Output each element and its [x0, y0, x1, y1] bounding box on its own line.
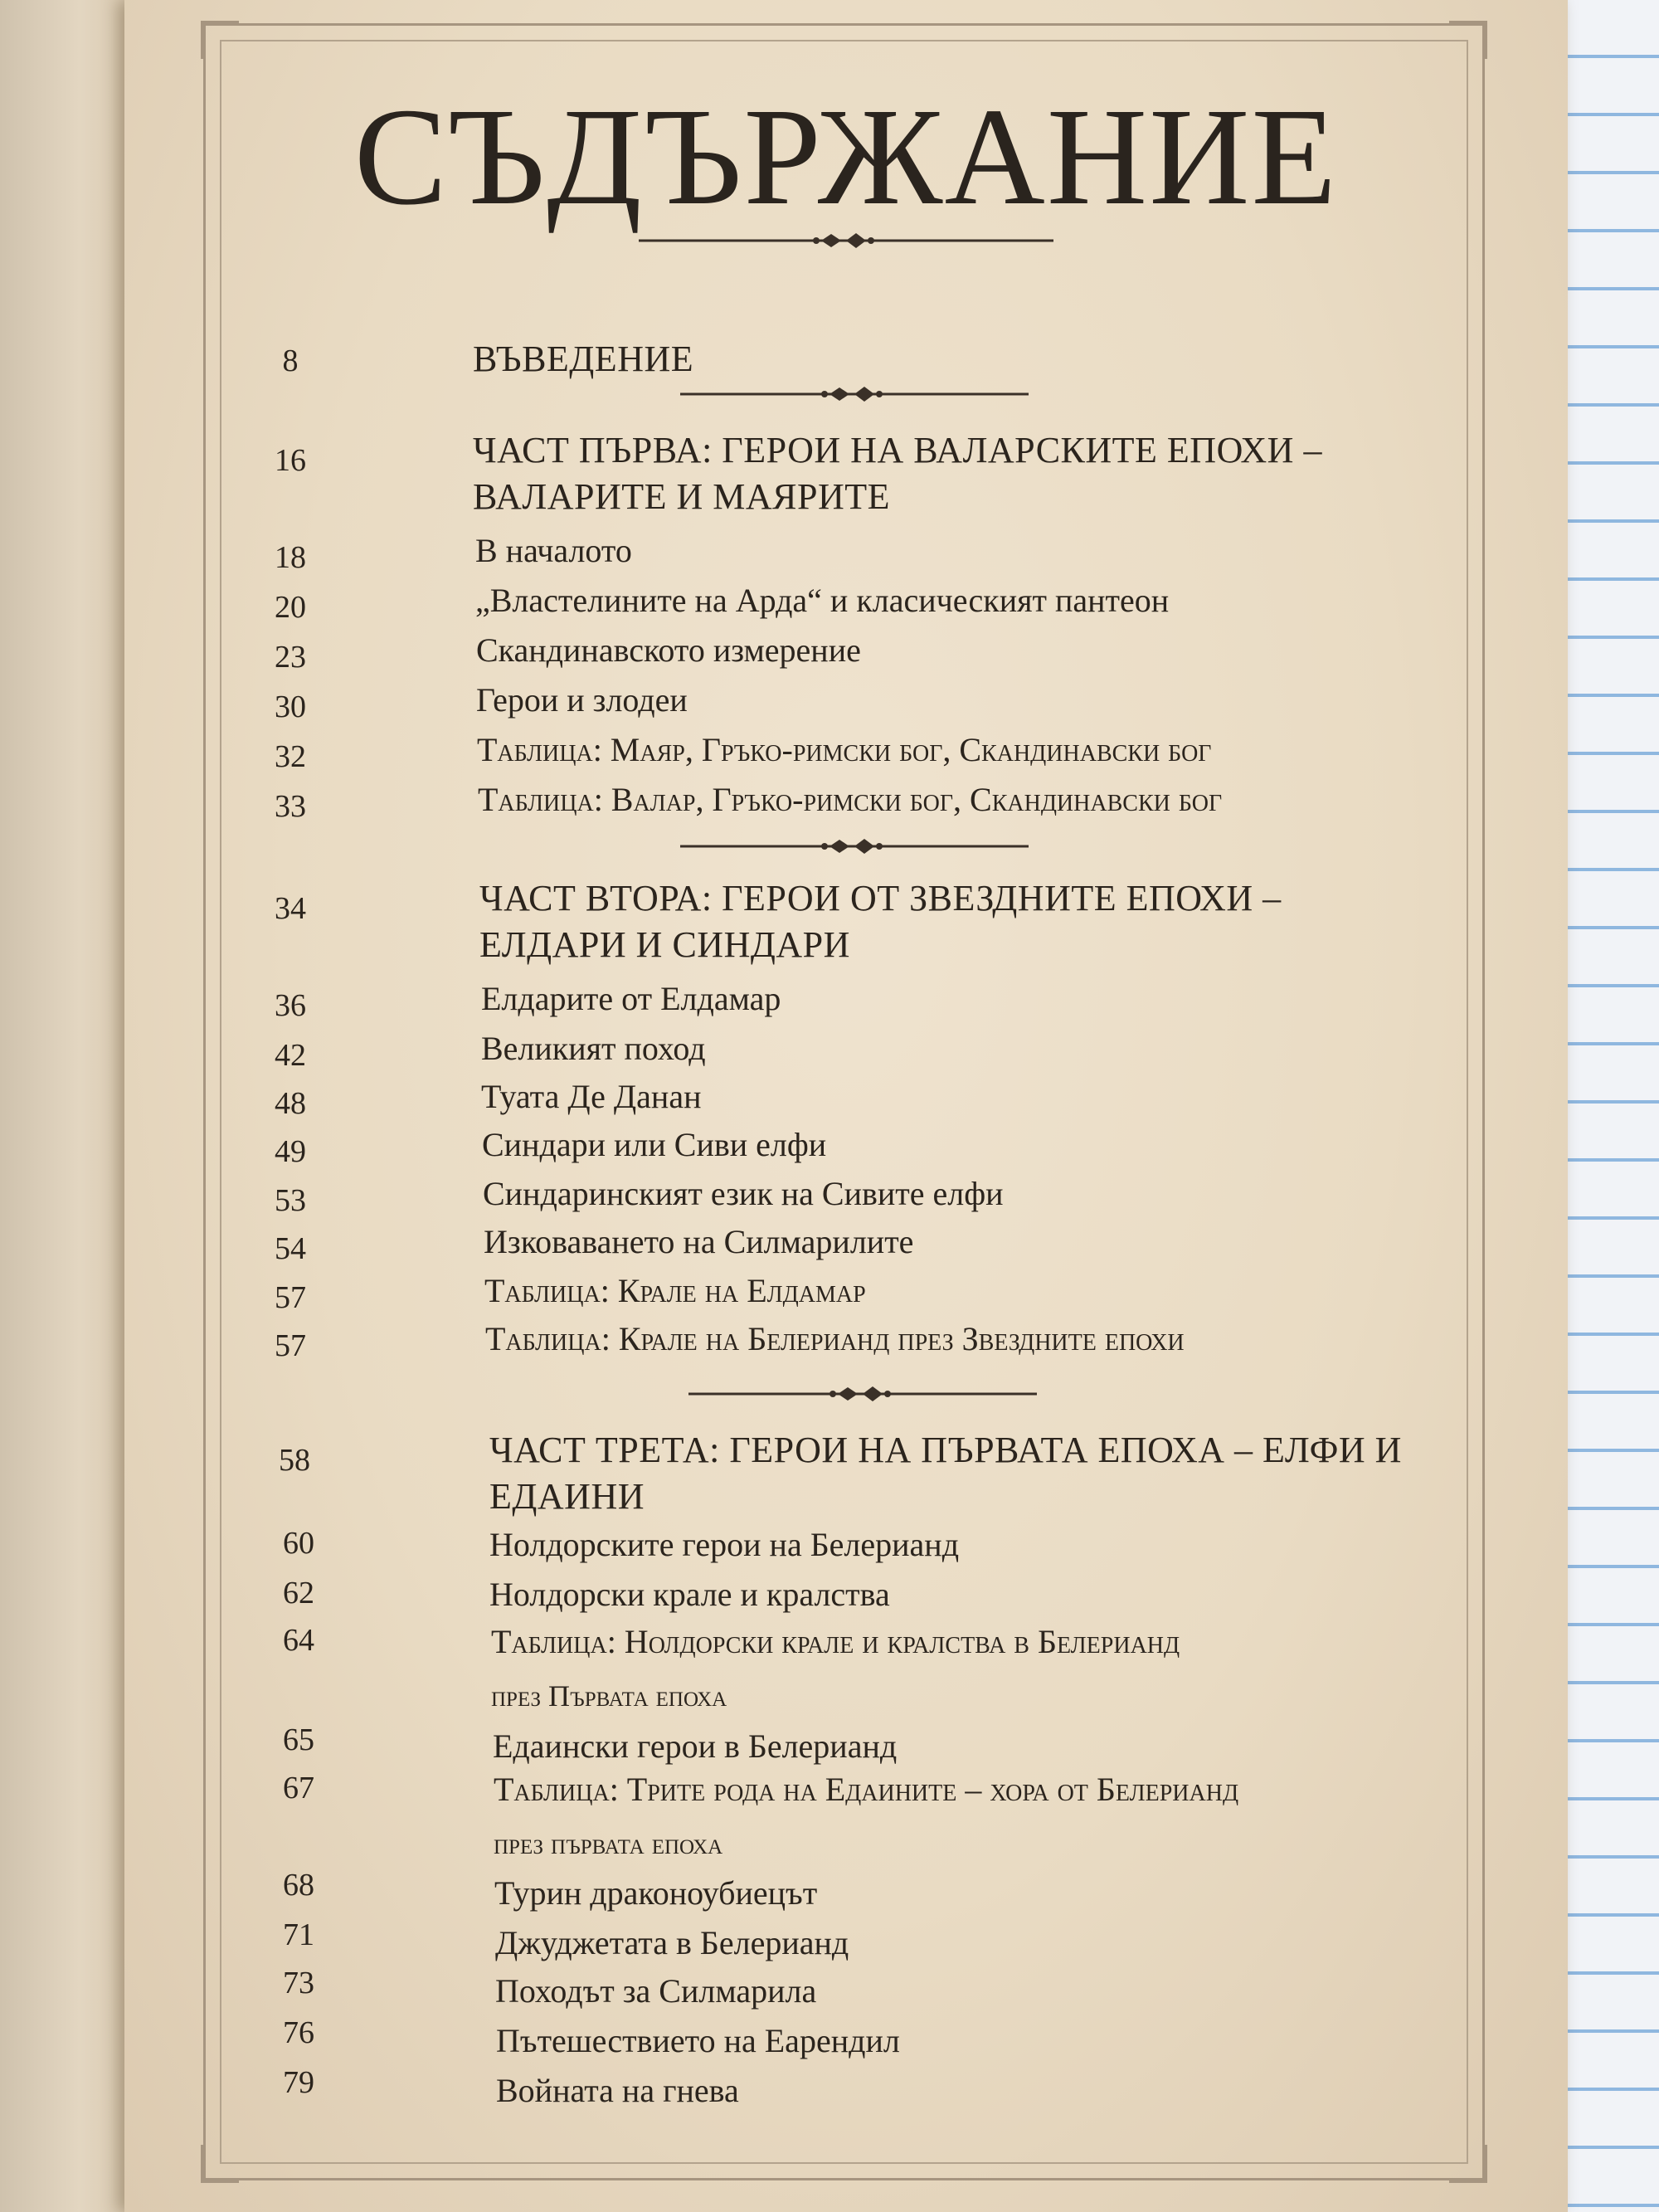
- toc-title: Нолдорските герои на Белерианд: [489, 1526, 960, 1563]
- toc-title: Джуджетата в Белерианд: [495, 1924, 849, 1961]
- toc-title: ЧАСТ ВТОРА: ГЕРОИ ОТ ЗВЕЗДНИТЕ ЕПОХИ – ЕЛДАРИ И СИНДАРИ: [479, 878, 1282, 965]
- toc-title: Войната на гнева: [496, 2072, 739, 2109]
- frame-corner-ornament: [1449, 2145, 1487, 2183]
- frame-corner-ornament: [1449, 21, 1487, 59]
- toc-page-number: 62: [283, 1576, 314, 1610]
- toc-page-number: 54: [275, 1231, 306, 1266]
- toc-title: Едаински герои в Белерианд: [493, 1727, 898, 1765]
- toc-page-number: 76: [283, 2015, 314, 2050]
- toc-title: Нолдорски крале и кралства: [489, 1576, 890, 1613]
- toc-page-number: 58: [279, 1443, 310, 1478]
- ornamental-divider: [639, 228, 1053, 253]
- toc-page-number: 79: [283, 2065, 314, 2100]
- ornamental-divider: [680, 382, 1029, 407]
- toc-title: Скандинавското измерение: [476, 631, 861, 669]
- book-page: [124, 0, 1568, 2212]
- toc-page-number: 18: [275, 540, 306, 575]
- toc-title: Таблица: Крале на Елдамар: [484, 1272, 866, 1309]
- toc-page-number: 60: [283, 1526, 314, 1561]
- toc-page-number: 73: [283, 1966, 314, 2000]
- toc-page-number: 8: [282, 343, 299, 378]
- toc-title-continuation: през първата епоха: [494, 1827, 723, 1860]
- toc-title: В началото: [475, 532, 632, 569]
- toc-page-number: 48: [275, 1086, 306, 1121]
- toc-page-number: 65: [283, 1722, 314, 1757]
- toc-page-number: 16: [275, 443, 306, 478]
- toc-page-number: 53: [275, 1183, 306, 1218]
- toc-title: Туата Де Данан: [481, 1078, 702, 1115]
- toc-title: Походът за Силмарила: [495, 1972, 817, 2010]
- toc-page-number: 30: [275, 689, 306, 724]
- toc-page-number: 23: [275, 640, 306, 675]
- toc-page-number: 57: [275, 1280, 306, 1315]
- toc-page-number: 34: [275, 891, 306, 926]
- toc-page-number: 33: [275, 789, 306, 824]
- toc-title: Великият поход: [481, 1030, 706, 1067]
- toc-title: ЧАСТ ПЪРВА: ГЕРОИ НА ВАЛАРСКИТЕ ЕПОХИ – ВАЛАРИТЕ И МАЯРИТЕ: [473, 430, 1322, 517]
- toc-title: Пътешествието на Еарендил: [496, 2022, 900, 2059]
- frame-corner-ornament: [201, 2145, 239, 2183]
- toc-title: Турин драконоубиецът: [494, 1874, 818, 1912]
- toc-title: ВЪВЕДЕНИЕ: [473, 339, 694, 379]
- toc-page-number: 68: [283, 1868, 314, 1903]
- toc-title: Таблица: Валар, Гръко-римски бог, Скандинавски бог: [478, 781, 1223, 818]
- toc-page-number: 57: [275, 1328, 306, 1363]
- ornamental-divider: [680, 834, 1029, 859]
- toc-title: ЧАСТ ТРЕТА: ГЕРОИ НА ПЪРВАТА ЕПОХА – ЕЛФИ И ЕДАИНИ: [489, 1430, 1402, 1517]
- toc-title: Таблица: Трите рода на Едаините – хора от Белерианд: [494, 1771, 1239, 1808]
- ornamental-divider: [688, 1381, 1037, 1406]
- toc-title-continuation: през Първата епоха: [491, 1679, 727, 1713]
- toc-page-number: 42: [275, 1038, 306, 1073]
- toc-page-number: 20: [275, 590, 306, 625]
- left-page-edge: [0, 0, 133, 2212]
- toc-page-number: 36: [275, 988, 306, 1023]
- toc-page-number: 71: [283, 1917, 314, 1952]
- toc-title: Таблица: Крале на Белерианд през Звездните епохи: [485, 1320, 1185, 1357]
- toc-page-number: 32: [275, 739, 306, 774]
- toc-title: Синдаринският език на Сивите елфи: [483, 1175, 1004, 1212]
- toc-title: Таблица: Нолдорски крале и кралства в Белерианд: [491, 1623, 1180, 1660]
- notebook-paper: [1559, 0, 1659, 2212]
- page-title: СЪДЪРЖАНИЕ: [353, 80, 1339, 234]
- toc-title: Герои и злодеи: [476, 681, 688, 719]
- toc-title: Синдари или Сиви елфи: [482, 1126, 827, 1163]
- toc-page-number: 67: [283, 1771, 314, 1805]
- toc-page-number: 49: [275, 1134, 306, 1169]
- toc-title: Изковаването на Силмарилите: [484, 1223, 914, 1260]
- toc-title: Таблица: Маяр, Гръко-римски бог, Скандинавски бог: [477, 731, 1212, 768]
- toc-title: „Властелините на Арда“ и класическият пантеон: [475, 582, 1170, 619]
- toc-title: Елдарите от Елдамар: [481, 980, 781, 1017]
- toc-page-number: 64: [283, 1623, 314, 1658]
- frame-corner-ornament: [201, 21, 239, 59]
